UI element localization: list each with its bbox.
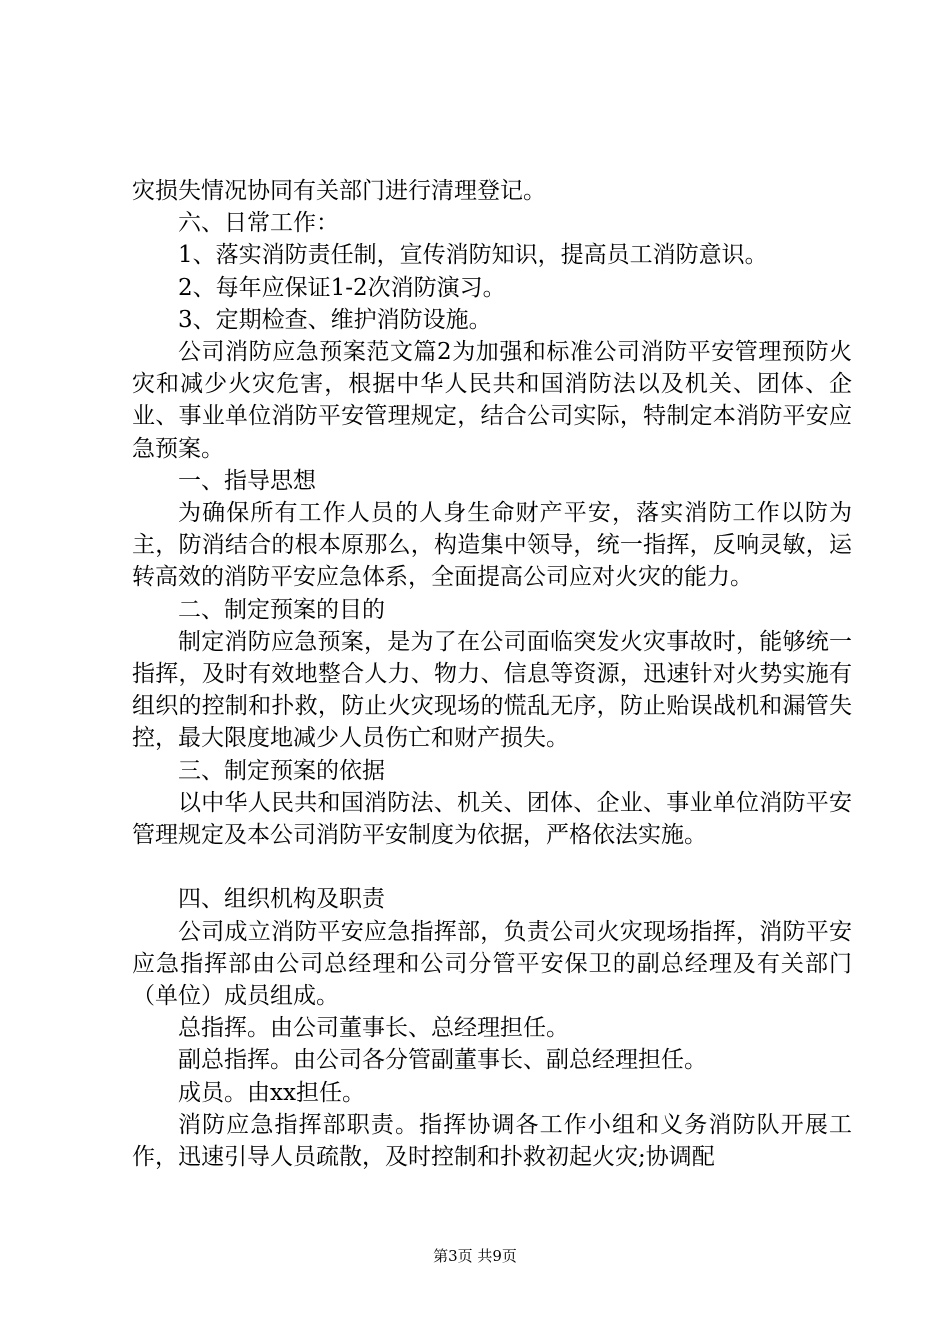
paragraph-continuation: 灾损失情况协同有关部门进行清理登记。 xyxy=(132,178,546,204)
paragraph-purpose: 制定消防应急预案，是为了在公司面临突发火灾事故时，能够统一指挥，及时有效地整合人力、物力、信息等资源，迅速针对火势实施有组织的控制和扑救，防止火灾现场的慌乱无序，防止贻误战机和漏管失控，最大限度地减少人员伤亡和财产损失。 xyxy=(132,628,852,752)
heading-basis: 三、制定预案的依据 xyxy=(178,757,385,784)
paragraph-basis: 以中华人民共和国消防法、机关、团体、企业、事业单位消防平安管理规定及本公司消防平安制度为依据，严格依法实施。 xyxy=(132,789,852,849)
heading-guiding-thought: 一、指导思想 xyxy=(178,467,316,494)
list-item-1: 1、落实消防责任制，宣传消防知识，提高员工消防意识。 xyxy=(178,242,768,269)
paragraph-commander: 总指挥。由公司董事长、总经理担任。 xyxy=(178,1015,569,1042)
paragraph-deputy-commander: 副总指挥。由公司各分管副董事长、副总经理担任。 xyxy=(178,1047,707,1074)
list-item-3: 3、定期检查、维护消防设施。 xyxy=(178,306,492,333)
blank-line xyxy=(132,851,852,883)
document-body xyxy=(132,175,852,1173)
paragraph-guiding-thought: 为确保所有工作人员的人身生命财产平安，落实消防工作以防为主，防消结合的根本原那么，构造集中领导，统一指挥，反响灵敏，运转高效的消防平安应急体系，全面提高公司应对火灾的能力。 xyxy=(132,500,852,591)
page-footer: 第3页 共9页 xyxy=(433,1247,517,1265)
heading-organization: 四、组织机构及职责 xyxy=(178,886,385,913)
list-item-2: 2、每年应保证1-2次消防演习。 xyxy=(178,274,506,301)
paragraph-intro: 公司消防应急预案范文篇2为加强和标准公司消防平安管理预防火灾和减少火灾危害，根据中华人民共和国消防法以及机关、团体、企业、事业单位消防平安管理规定，结合公司实际，特制定本消防平安应急预案。 xyxy=(132,339,852,462)
heading-purpose: 二、制定预案的目的 xyxy=(178,596,385,623)
paragraph-organization: 公司成立消防平安应急指挥部，负责公司火灾现场指挥，消防平安应急指挥部由公司总经理和公司分管平安保卫的副总经理及有关部门（单位）成员组成。 xyxy=(132,918,852,1010)
paragraph-members: 成员。由xx担任。 xyxy=(178,1079,365,1106)
paragraph-duties: 消防应急指挥部职责。指挥协调各工作小组和义务消防队开展工作，迅速引导人员疏散，及时控制和扑救初起火灾;协调配 xyxy=(132,1111,852,1171)
heading-daily-work: 六、日常工作： xyxy=(178,210,339,237)
